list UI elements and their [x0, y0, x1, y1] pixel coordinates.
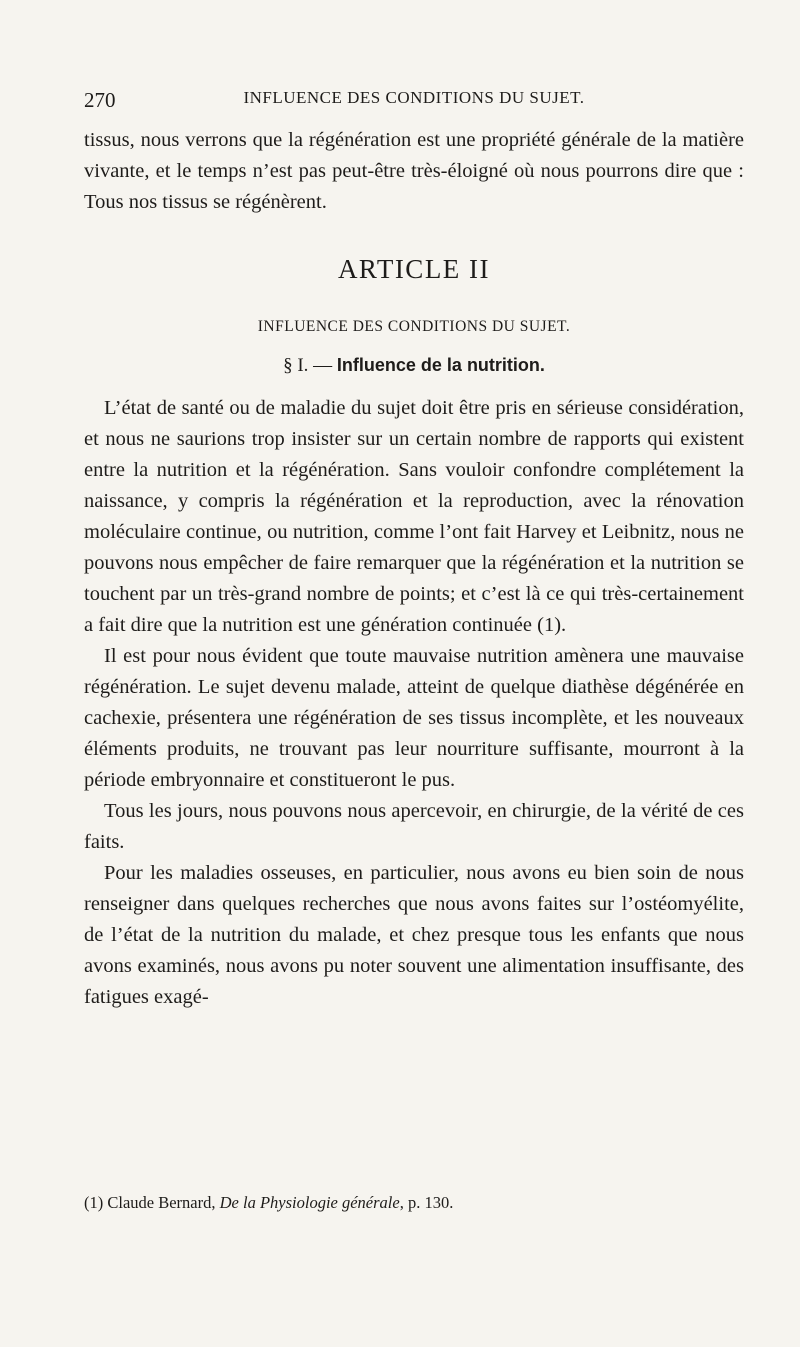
footnote-work-title: De la Physiologie générale: [219, 1193, 400, 1212]
paragraph: Il est pour nous évident que toute mauvaise nutrition amènera une mauvaise régénération. Le sujet devenu malade, atteint de quelque diathèse dégénérée en cachexie, présentera une régénération de ses tissus incomplète, et les nouveaux éléments produits, ne trouvant pas leur nourriture suffisante, mourront à la période embryonnaire et constitueront le pus.: [84, 645, 744, 791]
section-mark: § I. —: [283, 355, 333, 376]
page-number: 270: [84, 88, 116, 112]
intro-paragraph: tissus, nous verrons que la régénération est une propriété générale de la matière vivante, et le temps n’est pas peut-être très-éloigné où nous pourrons dire que : Tous nos tissus se régénèrent.: [84, 129, 744, 213]
section-title: Influence de la nutrition.: [336, 355, 545, 375]
main-text: [84, 393, 744, 1013]
footnote-suffix: , p. 130.: [399, 1193, 454, 1212]
paragraph: L’état de santé ou de maladie du sujet doit être pris en sérieuse considération, et nous ne saurions trop insister sur un certain nombre de rapports qui existent entre la nutrition et la régénération. Sans vouloir confondre complétement la naissance, y compris la régénération et la reproduction, avec la rénovation moléculaire continue, ou nutrition, comme l’ont fait Harvey et Leibnitz, nous ne pouvons nous empêcher de faire remarquer que la régénération et la nutrition se touchent par un très-grand nombre de points; et c’est là ce qui très-certainement a fait dire que la nutrition est une génération continuée (1).: [84, 397, 744, 636]
paragraph: Tous les jours, nous pouvons nous apercevoir, en chirurgie, de la vérité de ces faits.: [84, 800, 744, 853]
intro-text: [84, 125, 744, 218]
paragraph: Pour les maladies osseuses, en particulier, nous avons eu bien soin de nous renseigner dans quelques recherches que nous avons faites sur l’ostéomyélite, de l’état de la nutrition du malade, et chez presque tous les enfants que nous avons examinés, nous avons pu noter souvent une alimentation insuffisante, des fatigues exagé-: [84, 862, 744, 1008]
footnote: [84, 1193, 744, 1213]
article-title: ARTICLE II: [337, 254, 491, 284]
running-head: INFLUENCE DES CONDITIONS DU SUJET.: [243, 88, 585, 107]
page-header: [84, 88, 744, 116]
section-heading: [84, 355, 744, 377]
footnote-prefix: (1) Claude Bernard,: [84, 1193, 220, 1212]
article-subtitle: INFLUENCE DES CONDITIONS DU SUJET.: [257, 318, 571, 335]
